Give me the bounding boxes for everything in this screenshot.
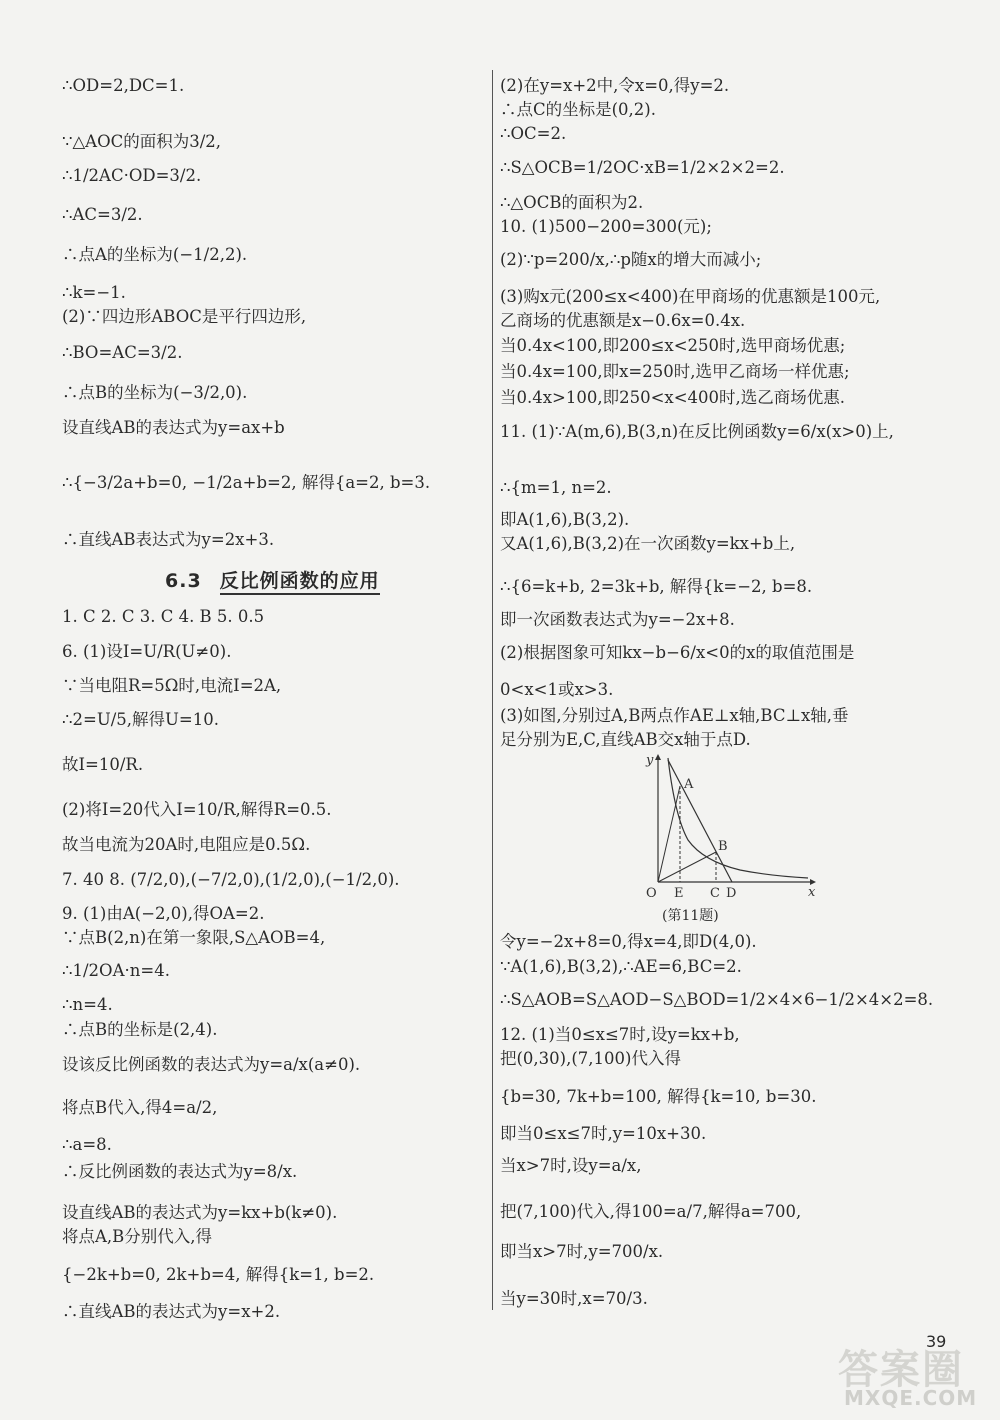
watermark-text-bottom: MXQE.COM <box>844 1386 978 1410</box>
solution-line: 10. (1)500−200=300(元); <box>500 217 712 236</box>
solution-line: 7. 40 8. (7/2,0),(−7/2,0),(1/2,0),(−1/2,0). <box>62 870 400 889</box>
solution-line: ∴直线AB表达式为y=2x+3. <box>62 530 275 549</box>
section-number: 6.3 <box>165 570 202 592</box>
solution-line: 将点A,B分别代入,得 <box>62 1227 213 1246</box>
solution-line: ∴{6=k+b, 2=3k+b, 解得{k=−2, b=8. <box>500 577 813 596</box>
section-title <box>165 566 380 593</box>
solution-line: ∴OD=2,DC=1. <box>62 76 185 95</box>
solution-line: 乙商场的优惠额是x−0.6x=0.4x. <box>500 311 746 330</box>
solution-line: ∴AC=3/2. <box>62 205 143 224</box>
solution-line: (2)∵p=200/x,∴p随x的增大而减小; <box>500 250 762 269</box>
solution-line: {b=30, 7k+b=100, 解得{k=10, b=30. <box>500 1087 817 1106</box>
solution-line: {−2k+b=0, 2k+b=4, 解得{k=1, b=2. <box>62 1265 375 1284</box>
segment-oa <box>658 786 680 882</box>
solution-line: 当0.4x=100,即x=250时,选甲乙商场一样优惠; <box>500 362 850 381</box>
label-y: y <box>646 753 654 768</box>
solution-line: 令y=−2x+8=0,得x=4,即D(4,0). <box>500 932 757 951</box>
solution-line: ∴k=−1. <box>62 283 126 302</box>
solution-line: 当x>7时,设y=a/x, <box>500 1156 642 1175</box>
solution-line: 6. (1)设I=U/R(U≠0). <box>62 642 232 661</box>
page-number: 39 <box>926 1332 947 1351</box>
solution-line: 设直线AB的表达式为y=kx+b(k≠0). <box>62 1203 338 1222</box>
solution-line: ∴反比例函数的表达式为y=8/x. <box>62 1162 298 1181</box>
solution-line: ∴1/2OA·n=4. <box>62 961 170 980</box>
solution-line: ∵当电阻R=5Ω时,电流I=2A, <box>62 676 282 695</box>
solution-line: ∴点B的坐标是(2,4). <box>62 1020 218 1039</box>
solution-line: 即A(1,6),B(3,2). <box>500 510 630 529</box>
solution-line: ∵A(1,6),B(3,2),∴AE=6,BC=2. <box>500 957 742 976</box>
solution-line: (3)购x元(200≤x<400)在甲商场的优惠额是100元, <box>500 287 881 306</box>
y-axis-arrow <box>655 754 661 760</box>
figure-caption: (第11题) <box>662 908 719 924</box>
hyperbola-curve <box>668 758 808 878</box>
solution-line: (2)∵四边形ABOC是平行四边形, <box>62 307 307 326</box>
solution-line: ∴n=4. <box>62 995 113 1014</box>
solution-line: 把(7,100)代入,得100=a/7,解得a=700, <box>500 1202 802 1221</box>
solution-line: ∵△AOC的面积为3/2, <box>62 132 222 151</box>
solution-line: 又A(1,6),B(3,2)在一次函数y=kx+b上, <box>500 534 796 553</box>
column-divider <box>492 70 493 1310</box>
label-d: D <box>726 886 737 901</box>
solution-line: 将点B代入,得4=a/2, <box>62 1098 218 1117</box>
solution-line: 故当电流为20A时,电阻应是0.5Ω. <box>62 835 311 854</box>
solution-line: ∴2=U/5,解得U=10. <box>62 710 219 729</box>
solution-line: (2)根据图象可知kx−b−6/x<0的x的取值范围是 <box>500 643 855 662</box>
label-e: E <box>674 886 684 901</box>
label-o: O <box>646 886 657 901</box>
solution-line: 即当x>7时,y=700/x. <box>500 1242 664 1261</box>
solution-line: ∴1/2AC·OD=3/2. <box>62 166 202 185</box>
solution-line: 9. (1)由A(−2,0),得OA=2. <box>62 904 265 923</box>
solution-line: 当0.4x<100,即200≤x<250时,选甲商场优惠; <box>500 336 846 355</box>
segment-ob <box>658 852 716 882</box>
solution-line: ∵点B(2,n)在第一象限,S△AOB=4, <box>62 928 326 947</box>
label-a: A <box>684 777 694 792</box>
solution-line: ∴BO=AC=3/2. <box>62 343 183 362</box>
solution-line: ∴{−3/2a+b=0, −1/2a+b=2, 解得{a=2, b=3. <box>62 473 431 492</box>
section-heading: 反比例函数的应用 <box>220 570 380 595</box>
solution-line: 故I=10/R. <box>62 755 144 774</box>
watermark-logo <box>838 1338 988 1414</box>
solution-line: ∴S△OCB=1/2OC·xB=1/2×2×2=2. <box>500 158 785 177</box>
figure-11-graph <box>640 752 820 922</box>
watermark-text-top: 答案圈 <box>838 1347 964 1393</box>
solution-line: 即一次函数表达式为y=−2x+8. <box>500 610 735 629</box>
solution-line: (3)如图,分别过A,B两点作AE⊥x轴,BC⊥x轴,垂 <box>500 706 849 725</box>
solution-line: 足分别为E,C,直线AB交x轴于点D. <box>500 730 751 749</box>
solution-line: 把(0,30),(7,100)代入得 <box>500 1049 681 1068</box>
solution-line: 设直线AB的表达式为y=ax+b <box>62 418 285 437</box>
solution-line: 设该反比例函数的表达式为y=a/x(a≠0). <box>62 1055 361 1074</box>
solution-line: ∴a=8. <box>62 1135 112 1154</box>
solution-line: 即当0≤x≤7时,y=10x+30. <box>500 1124 707 1143</box>
solution-line: ∴{m=1, n=2. <box>500 478 612 497</box>
solution-line: (2)将I=20代入I=10/R,解得R=0.5. <box>62 800 332 819</box>
label-x: x <box>808 885 816 900</box>
solution-line: ∴点B的坐标为(−3/2,0). <box>62 383 248 402</box>
solution-line: ∴直线AB的表达式为y=x+2. <box>62 1302 281 1321</box>
solution-line: 0<x<1或x>3. <box>500 680 614 699</box>
solution-line: ∴点C的坐标是(0,2). <box>500 100 656 119</box>
solution-line: ∴S△AOB=S△AOD−S△BOD=1/2×4×6−1/2×4×2=8. <box>500 990 934 1009</box>
line-ab <box>668 760 732 882</box>
solution-line: (2)在y=x+2中,令x=0,得y=2. <box>500 76 730 95</box>
solution-line: ∴OC=2. <box>500 124 567 143</box>
solution-line: ∴点A的坐标为(−1/2,2). <box>62 245 248 264</box>
solution-line: 11. (1)∵A(m,6),B(3,n)在反比例函数y=6/x(x>0)上, <box>500 422 894 441</box>
label-c: C <box>710 886 720 901</box>
solution-line: 当0.4x>100,即250<x<400时,选乙商场优惠. <box>500 388 846 407</box>
solution-line: 12. (1)当0≤x≤7时,设y=kx+b, <box>500 1025 740 1044</box>
solution-line: ∴△OCB的面积为2. <box>500 193 644 212</box>
label-b: B <box>718 839 728 854</box>
solution-line: 当y=30时,x=70/3. <box>500 1289 648 1308</box>
solution-line: 1. C 2. C 3. C 4. B 5. 0.5 <box>62 607 265 626</box>
